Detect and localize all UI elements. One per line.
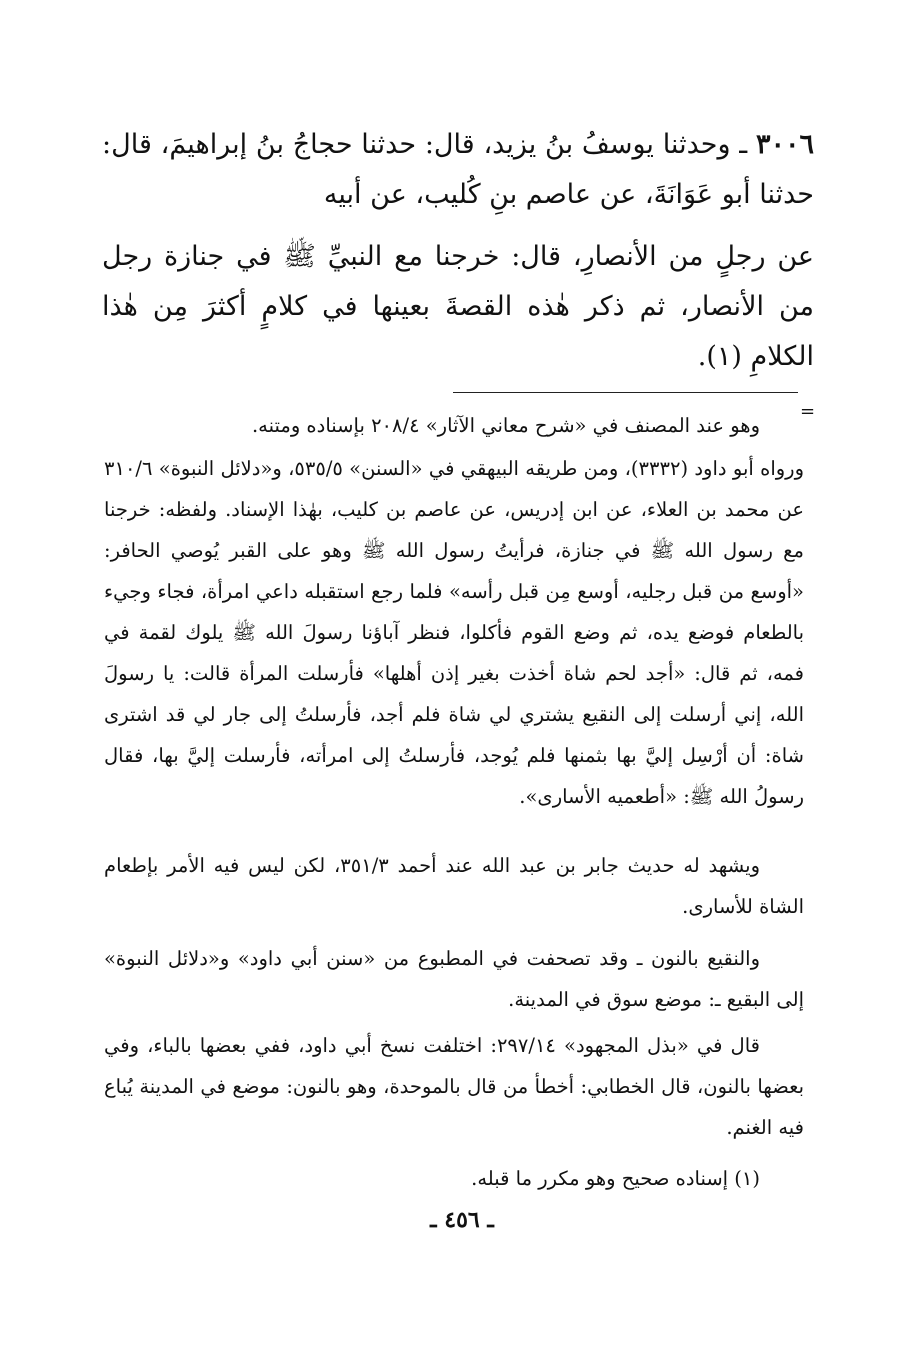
footnote-continuation-mark: = [800,401,816,422]
footnote-paragraph [104,845,804,927]
footnote-text: والنقيع بالنون ـ وقد تصحفت في المطبوع من «سنن أبي داود» و«دلائل النبوة» إلى البقيع ـ: موضع سوق في المدينة. [104,947,804,1011]
footnote-text: (١) إسناده صحيح وهو مكرر ما قبله. [471,1167,760,1190]
footnote-paragraph [104,405,804,446]
footnote-text: قال في «بذل المجهود» ٢٩٧/١٤: اختلفت نسخ أبي داود، ففي بعضها بالباء، وفي بعضها بالنون، قال الخطابي: أخطأ من قال بالموحدة، وهو بالنون: موضع في المدينة يُباع فيه الغنم. [104,1034,804,1139]
footnote-paragraph [104,1158,804,1199]
hadith-chain-text: ـ وحدثنا يوسفُ بنُ يزيد، قال: حدثنا حجاجُ بنُ إبراهيمَ، قال: حدثنا أبو عَوَانَةَ، عن عاصم بنِ كُليب، عن أبيه [102,129,814,210]
hadith-text: عن رجلٍ من الأنصارِ، قال: خرجنا مع النبيِّ ﷺ في جنازة رجل من الأنصار، ثم ذكر هٰذه القصةَ بعينها في كلامٍ أكثرَ مِن هٰذا الكلامِ (١). [102,241,815,372]
footnote-text: وهو عند المصنف في «شرح معاني الآثار» ٢٠٨/٤ بإسناده ومتنه. [251,414,760,437]
footnote-paragraph [104,1025,804,1148]
footnote-separator [453,392,798,393]
footnote-text: ورواه أبو داود (٣٣٣٢)، ومن طريقه البيهقي في «السنن» ٥٣٥/٥، و«دلائل النبوة» ٣١٠/٦ عن محمد بن العلاء، عن ابن إدريس، عن عاصم بن كليب، بهٰذا الإسناد. ولفظه: خرجنا مع رسول الله ﷺ في جنازة، فرأيتُ رسول الله ﷺ وهو على القبر يُوصي الحافر: «أوسع من قبل رجليه، أوسع مِن قبل رأسه» فلما رجع استقبله داعي امرأة، فجاء وجيء بالطعام فوضع يده، ثم وضع القوم فأكلوا، فنظر آباؤنا رسولَ الله ﷺ يلوك لقمة في فمه، ثم قال: «أجد لحم شاة أخذت بغير إذن أهلها» فأرسلت المرأة قالت: يا رسولَ الله، إني أرسلت إلى النقيع يشتري لي شاة فلم أجد، فأرسلتُ إلى جار لي قد اشترى شاة: أن أرْسِل إليَّ بها بثمنها فلم يُوجد، فأرسلتُ إلى امرأته، فأرسلت إليَّ بها، فقال رسولُ الله ﷺ: «أطعميه الأسارى». [104,457,804,808]
hadith-number: ٣٠٠٦ [755,129,814,160]
footnote-paragraph [104,938,804,1020]
page-number: ـ ٤٥٦ ـ [430,1207,494,1233]
footnote-text: ويشهد له حديث جابر بن عبد الله عند أحمد ٣٥١/٣، لكن ليس فيه الأمر بإطعام الشاة للأسارى. [104,854,804,918]
footnote-paragraph [104,448,804,817]
hadith-paragraph [102,120,814,220]
